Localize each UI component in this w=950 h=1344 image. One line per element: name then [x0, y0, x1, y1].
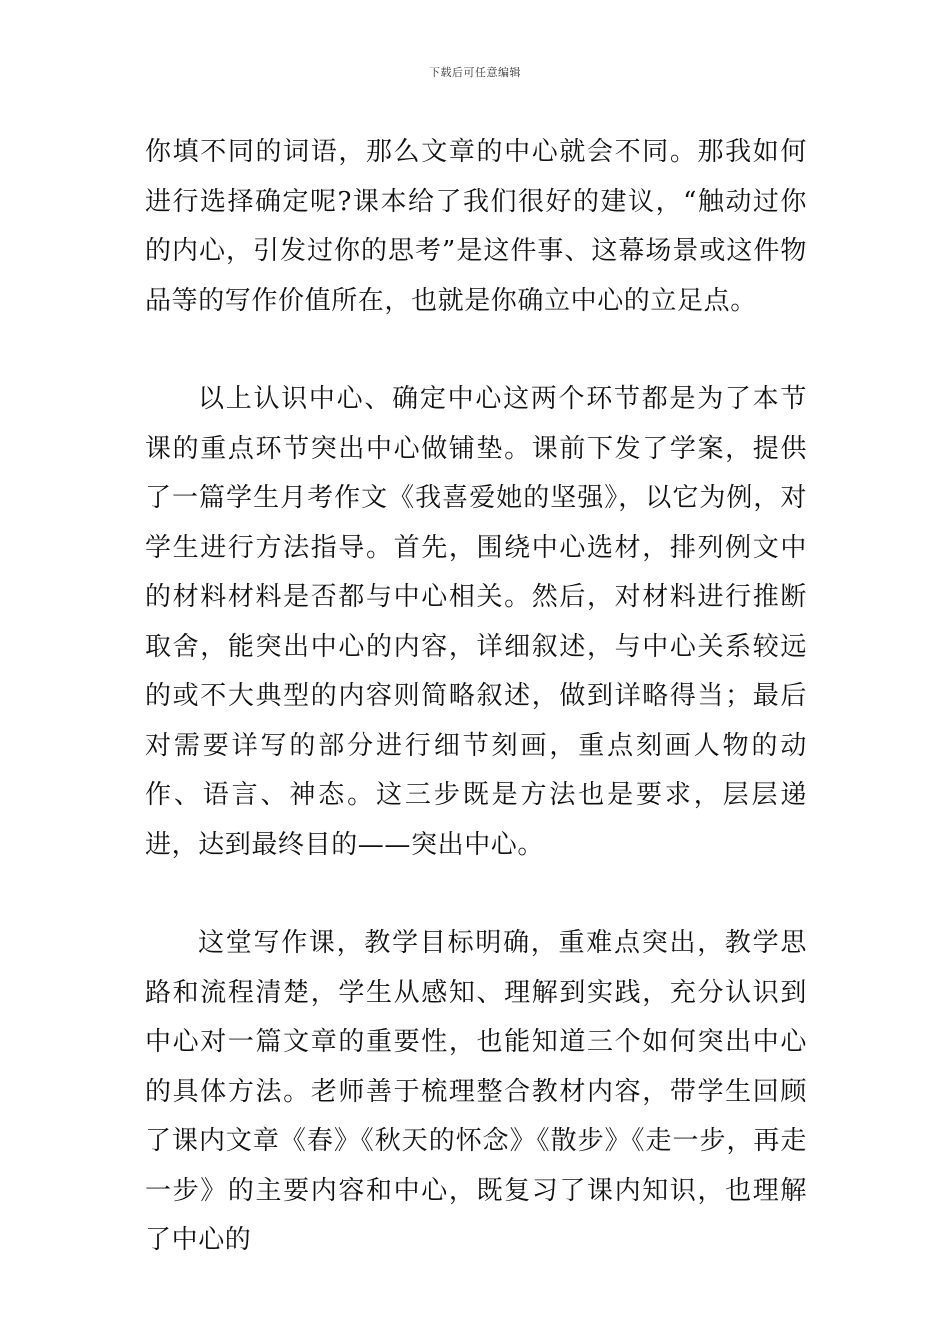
page-header-note: 下载后可任意编辑 [429, 66, 521, 79]
paragraph-2: 以上认识中心、确定中心这两个环节都是为了本节课的重点环节突出中心做铺垫。课前下发了学案，提供了一篇学生月考作文《我喜爱她的坚强》，以它为例，对学生进行方法指导。首先，围绕中心选材，排列例文中的材料材料是否都与中心相关。然后，对材料进行推断取舍，能突出中心的内容，详细叙述，与中心关系较远的或不大典型的内容则简略叙述，做到详略得当；最后对需要详写的部分进行细节刻画，重点刻画人物的动作、语言、神态。这三步既是方法也是要求，层层递进，达到最终目的——突出中心。 [145, 384, 807, 860]
paragraph-1: 你填不同的词语，那么文章的中心就会不同。那我如何进行选择确定呢?课本给了我们很好的建议，“触动过你的内心，引发过你的思考”是这件事、这幕场景或这件物品等的写作价值所在，也就是你确立中心的立足点。 [145, 137, 807, 316]
paragraph-3: 这堂写作课，教学目标明确，重难点突出，教学思路和流程清楚，学生从感知、理解到实践，充分认识到中心对一篇文章的重要性，也能知道三个如何突出中心的具体方法。老师善于梳理整合教材内容，带学生回顾了课内文章《春》《秋天的怀念》《散步》《走一步，再走一步》的主要内容和中心，既复习了课内知识，也理解了中心的 [145, 928, 807, 1255]
document-body [145, 128, 807, 1266]
